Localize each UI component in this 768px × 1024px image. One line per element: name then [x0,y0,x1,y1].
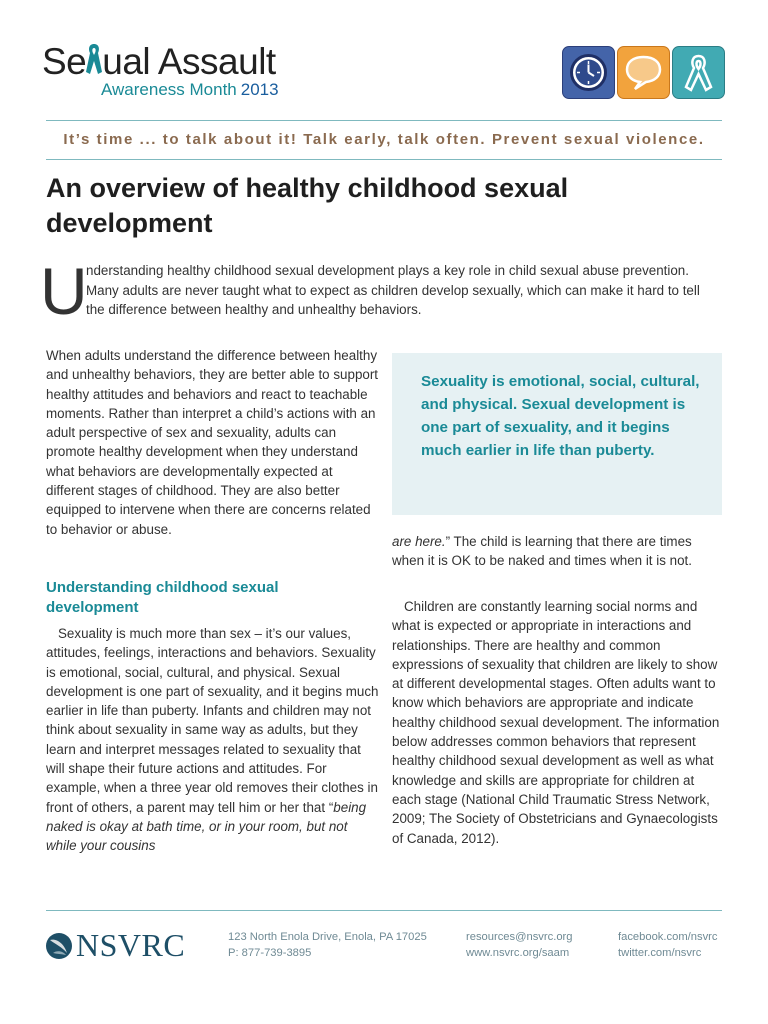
teal-ribbon-icon [85,42,103,76]
globe-swirl-icon [44,931,74,961]
nsvrc-wordmark: NSVRC [76,927,186,963]
tagline-bottom-divider [46,159,722,160]
footer-contact-block [466,929,572,961]
paragraph-social-norms: Children are constantly learning social norms and what is expected or appropriate in interactions and relationships. There are healthy and common expressions of sexuality that children are likely to show at different developmental stages. Often adults want to know which behaviors are appropriate and indicate healthy childhood sexual development. The information below addresses common behaviors that represent healthy childhood sexual development as well as what knowledge and skills are appropriate for children at each stage (National Child Traumatic Stress Network, 2009; The Society of Obstetricians and Gynaecologists of Canada, 2012). [392,599,720,846]
campaign-logo-subtitle [101,80,279,100]
campaign-logo-title [42,40,276,84]
awareness-ribbon-icon [672,46,725,99]
quote-italic-end: are here. [392,534,446,549]
paragraph-sexuality-text: Sexuality is much more than sex – it’s our values, attitudes, feelings, interactions and behaviors. Sexuality is emotional, social, cultural, and physical. Sexual development is one part of sexuality, and it begins much earlier in life than puberty. Infants and children may not think about sexuality in same way as adults, but they learn and interpret messages related to sexuality that will shape their future actions and attitudes. For example, when a three year old removes their clothes in front of others, a parent may tell him or her that “ [46,626,379,815]
pull-quote-text: Sexuality is emotional, social, cultural, and physical. Sexual development is one part of sexuality, and it begins much earlier in life than puberty. [421,373,700,459]
logo-year: 2013 [240,80,279,99]
campaign-tagline: It’s time ... to talk about it! Talk early, talk often. Prevent sexual violence. [63,131,705,148]
footer-website[interactable]: www.nsvrc.org/saam [466,947,570,959]
logo-subtitle-text: Awareness Month [101,80,237,99]
logo-title-end: ual Assault [102,41,276,82]
paragraph-adults-understand: When adults understand the difference between healthy and unhealthy behaviors, they are better able to support healthy attitudes and behaviors and react to teachable moments. Rather than interpret a child’s actions with an adult perspective of sex and sexuality, adults can promote healthy development when they understand what behaviors are developmentally expected at different stages of childhood. They are also better equipped to intervene when there are concerns related to behavior or abuse. [46,348,379,537]
footer-social-block [618,929,718,961]
footer-address-block [228,929,427,961]
footer-facebook[interactable]: facebook.com/nsvrc [618,931,718,943]
logo-title-start: Se [42,41,87,82]
section-heading: Understanding childhood sexual development [46,579,279,616]
paragraph-quote-continued-text: ” The child is learning that there are times when it is OK to be naked and times when it is not. [392,534,692,569]
speech-bubble-icon [617,46,670,99]
paragraph-sexuality-definition [46,624,380,856]
footer-email[interactable]: resources@nsvrc.org [466,931,573,943]
tagline-top-divider [46,120,722,121]
page-title: An overview of healthy childhood sexual development [46,173,569,238]
paragraph-quote-continued [392,532,726,571]
intro-paragraph: nderstanding healthy childhood sexual development plays a key role in child sexual abuse prevention. Many adults are never taught what to expect as children develop sexually, which can make it hard to tell the difference between healthy and unhealthy behaviors. [86,263,700,318]
footer-twitter[interactable]: twitter.com/nsvrc [618,947,702,959]
footer-address: 123 North Enola Drive, Enola, PA 17025 [228,931,427,943]
quote-italic-start: being naked is okay at bath time, or in your room, but not while your cousins [46,799,367,854]
clock-icon [562,46,615,99]
pull-quote-box [392,353,722,515]
nsvrc-logo [44,927,185,961]
intro-drop-cap: U [40,254,88,328]
footer-divider [46,910,722,911]
footer-phone: P: 877-739-3895 [228,947,312,959]
